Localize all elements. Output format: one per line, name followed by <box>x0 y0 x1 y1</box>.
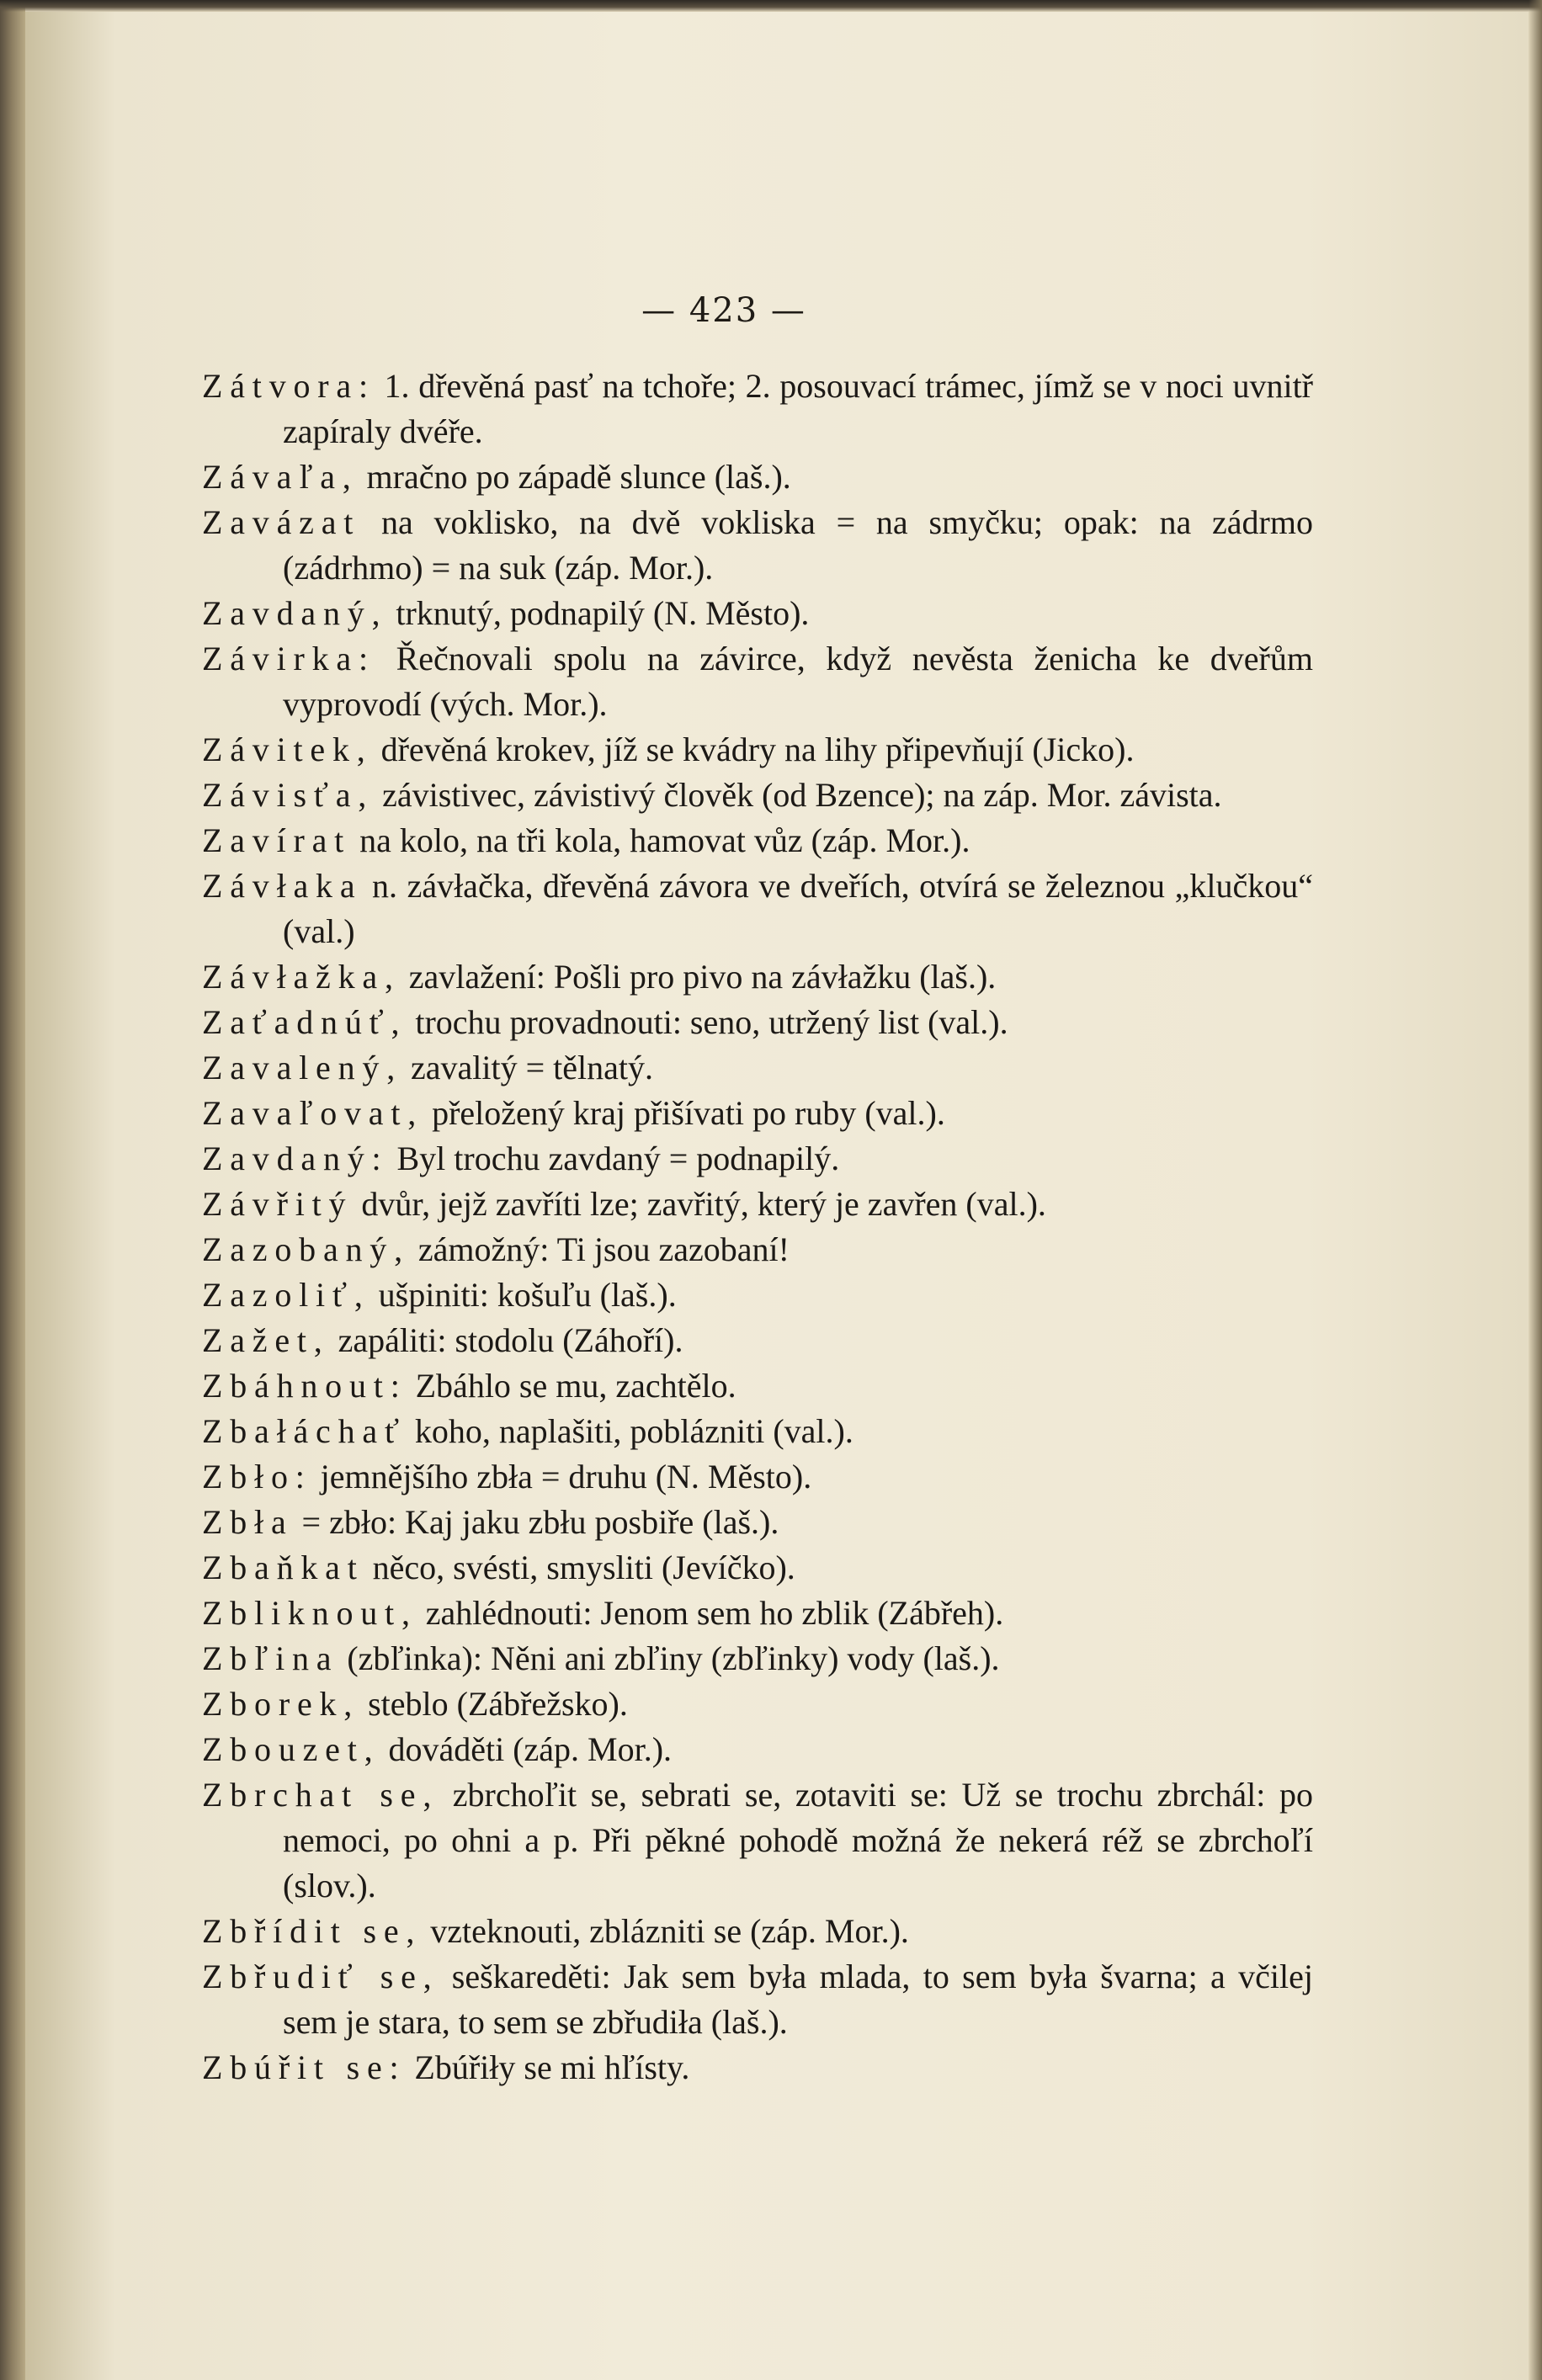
dictionary-entries <box>202 364 1313 2090</box>
dictionary-entry <box>202 1909 1313 1954</box>
entry-text: Řečnovali spolu na závirce, když nevěsta ženicha ke dveřům vyprovodí (vých. Mor.). <box>283 640 1313 723</box>
dictionary-entry <box>202 1227 1313 1272</box>
entry-text: mračno po západě slunce (laš.). <box>358 458 791 496</box>
entry-headword: Zavaľovat, <box>202 1094 424 1132</box>
dictionary-entry <box>202 863 1313 954</box>
page-right-edge-shadow <box>1529 0 1542 2380</box>
dictionary-entry <box>202 1272 1313 1318</box>
entry-text: = zbło: Kaj jaku zbłu posbiře (laš.). <box>293 1503 779 1541</box>
entry-headword: Zbło: <box>202 1458 312 1495</box>
dictionary-entry <box>202 727 1313 773</box>
entry-text: zbrchoľit se, sebrati se, zotaviti se: Už se trochu zbrchál: po nemoci, po ohni a p. Při pěkné pohodě možná že nekerá réž se zbrchoľí (slov.). <box>283 1776 1314 1905</box>
entry-headword: Zavdaný: <box>202 1140 389 1177</box>
entry-headword: Zbľina <box>202 1639 339 1677</box>
entry-text: seškareděti: Jak sem była mlada, to sem była švarna; a včilej sem je stara, to sem se zbřudiła (laš.). <box>283 1958 1314 2041</box>
dictionary-entry <box>202 500 1313 591</box>
entry-text: n. závłačka, dřevěná závora ve dveřích, otvírá se železnou „klučkou“ (val.) <box>283 867 1313 950</box>
dictionary-entry <box>202 1363 1313 1409</box>
entry-text: jemnějšího zbła = druhu (N. Město). <box>311 1458 812 1495</box>
entry-headword: Zazobaný, <box>202 1230 410 1268</box>
entry-text: dováděti (záp. Mor.). <box>380 1730 673 1768</box>
dictionary-entry <box>202 1545 1313 1591</box>
dictionary-entry <box>202 1045 1313 1091</box>
dictionary-entry <box>202 954 1313 1000</box>
dictionary-entry <box>202 1000 1313 1045</box>
entry-headword: Zbouzet, <box>202 1730 380 1768</box>
page-number: — 423 — <box>641 291 806 330</box>
entry-headword: Závřitý <box>202 1185 354 1223</box>
entry-text: zámožný: Ti jsou zazobaní! <box>409 1230 790 1268</box>
entry-headword: Závitek, <box>202 730 373 768</box>
entry-headword: Závłaka <box>202 867 363 905</box>
dictionary-entry <box>202 1091 1313 1136</box>
entry-text: přeložený kraj přišívati po ruby (val.). <box>423 1094 945 1132</box>
dictionary-entry <box>202 2045 1313 2090</box>
entry-text: Zbúřiły se mi hľísty. <box>406 2048 690 2086</box>
dictionary-entry <box>202 454 1313 500</box>
entry-text: (zbľinka): Něni ani zbľiny (zbľinky) vody (laš.). <box>338 1639 1000 1677</box>
entry-headword: Zbáhnout: <box>202 1367 407 1405</box>
entry-text: trknutý, podnapilý (N. Město). <box>387 594 810 632</box>
entry-text: něco, svésti, smysliti (Jevíčko). <box>364 1549 795 1586</box>
entry-text: zavalitý = tělnatý. <box>402 1049 654 1086</box>
entry-text: zapáliti: stodolu (Záhoří). <box>329 1321 683 1359</box>
entry-text: koho, naplašiti, poblázniti (val.). <box>406 1412 853 1450</box>
dictionary-entry <box>202 1727 1313 1772</box>
entry-text: Byl trochu zavdaný = podnapilý. <box>388 1140 840 1177</box>
entry-headword: Zavázat <box>202 503 361 541</box>
dictionary-entry <box>202 591 1313 636</box>
entry-text: vzteknouti, zblázniti se (záp. Mor.). <box>422 1912 909 1950</box>
entry-text: steblo (Zábřežsko). <box>359 1685 628 1723</box>
entry-headword: Zavdaný, <box>202 594 388 632</box>
page-top-edge-shadow <box>0 0 1542 12</box>
dictionary-entry <box>202 1636 1313 1681</box>
entry-headword: Zazoliť, <box>202 1276 370 1314</box>
entry-text: trochu provadnouti: seno, utržený list (val.). <box>407 1003 1008 1041</box>
dictionary-entry <box>202 1409 1313 1454</box>
dictionary-entry <box>202 1318 1313 1363</box>
entry-headword: Závirka: <box>202 640 375 677</box>
entry-headword: Zbaňkat <box>202 1549 364 1586</box>
page <box>25 12 1529 2380</box>
entry-headword: Zbła <box>202 1503 294 1541</box>
entry-headword: Zbrchat se, <box>202 1776 439 1814</box>
entry-headword: Zavalený, <box>202 1049 403 1086</box>
dictionary-entry <box>202 1500 1313 1545</box>
entry-text: zavlažení: Pošli pro pivo na závłažku (laš.). <box>400 958 997 996</box>
entry-headword: Zbúřit se: <box>202 2048 407 2086</box>
dictionary-entry <box>202 1136 1313 1182</box>
dictionary-entry <box>202 364 1313 454</box>
entry-text: závistivec, závistivý člověk (od Bzence); na záp. Mor. závista. <box>374 776 1222 814</box>
entry-text: na voklisko, na dvě vokliska = na smyčku; opak: na zádrmo (zádrhmo) = na suk (záp. Mor.). <box>283 503 1313 587</box>
dictionary-entry <box>202 1681 1313 1727</box>
entry-text: na kolo, na tři kola, hamovat vůz (záp. Mor.). <box>351 821 970 859</box>
dictionary-entry <box>202 773 1313 818</box>
entry-text: Zbáhlo se mu, zachtělo. <box>407 1367 736 1405</box>
entry-headword: Závaľa, <box>202 458 359 496</box>
entry-headword: Zažet, <box>202 1321 330 1359</box>
entry-text: dřevěná krokev, jíž se kvádry na lihy připevňují (Jicko). <box>372 730 1135 768</box>
entry-text: dvůr, jejž zavříti lze; zavřitý, který je zavřen (val.). <box>353 1185 1046 1223</box>
entry-headword: Závisťa, <box>202 776 375 814</box>
entry-headword: Zavírat <box>202 821 352 859</box>
dictionary-entry <box>202 1772 1313 1909</box>
entry-text: ušpiniti: košuľu (laš.). <box>370 1276 677 1314</box>
entry-headword: Zbřídit se, <box>202 1912 423 1950</box>
entry-headword: Zátvora: <box>202 367 375 405</box>
entry-text: zahlédnouti: Jenom sem ho zblik (Zábřeh). <box>417 1594 1004 1632</box>
book-binding-shadow <box>0 0 25 2380</box>
dictionary-entry <box>202 1591 1313 1636</box>
dictionary-entry <box>202 1954 1313 2045</box>
entry-headword: Zbałáchať <box>202 1412 407 1450</box>
dictionary-entry <box>202 1182 1313 1227</box>
entry-headword: Zaťadnúť, <box>202 1003 407 1041</box>
dictionary-entry <box>202 636 1313 727</box>
entry-headword: Zbřudiť se, <box>202 1958 439 1995</box>
entry-headword: Závłažka, <box>202 958 401 996</box>
entry-text: 1. dřevěná pasť na tchoře; 2. posouvací trámec, jímž se v noci uvnitř zapíraly dvéře. <box>283 367 1313 450</box>
entry-headword: Zborek, <box>202 1685 360 1723</box>
dictionary-entry <box>202 1454 1313 1500</box>
entry-headword: Zbliknout, <box>202 1594 417 1632</box>
dictionary-entry <box>202 818 1313 863</box>
